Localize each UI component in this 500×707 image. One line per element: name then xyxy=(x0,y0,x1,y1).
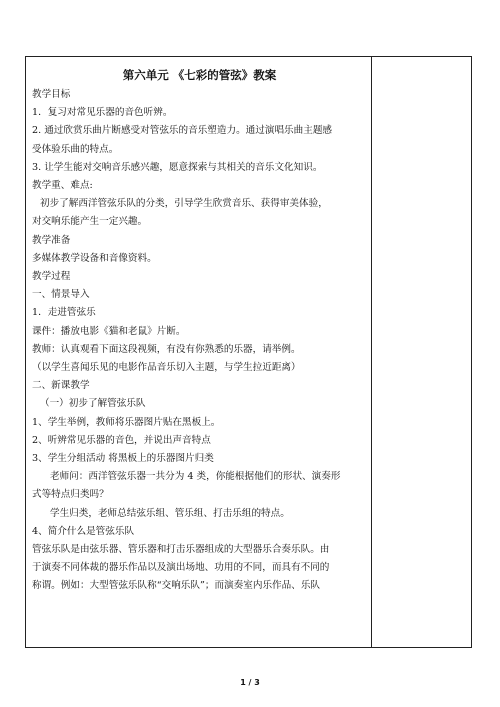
section-heading-key-points: 教学重、难点: xyxy=(32,180,93,192)
step-2-heading: 二、新课教学 xyxy=(32,380,90,392)
activity-3: 3、学生分组活动 将黑板上的乐器图片归类 xyxy=(32,453,214,465)
lesson-plan-table xyxy=(25,56,472,648)
student-grouping: 学生归类，老师总结弦乐组、管乐组、打击乐组的特点。 xyxy=(50,507,290,519)
objective-1: 1．复习对常见乐器的音色听辨。 xyxy=(32,107,173,119)
note-text: （以学生喜闻乐见的电影作品音乐切入主题，与学生拉近距离） xyxy=(32,362,301,374)
orchestra-intro: 管弦乐队是由弦乐器、管乐器和打击乐器组成的大型器乐合奏乐队。由 xyxy=(32,544,330,556)
teacher-question-cont: 式等特点归类吗？ xyxy=(32,489,109,501)
courseware-text: 课件：播放电影《猫和老鼠》片断。 xyxy=(32,325,186,337)
page-number: 1 / 3 xyxy=(240,678,260,687)
orchestra-intro-cont-2: 称谓。例如：大型管弦乐队称“交响乐队”；而演奏室内乐作品、乐队 xyxy=(32,580,321,592)
key-points-text-cont: 对交响乐能产生一定兴趣。 xyxy=(32,216,148,228)
lesson-content xyxy=(32,67,367,596)
objective-3: 3. 让学生能对交响音乐感兴趣，愿意探索与其相关的音乐文化知识。 xyxy=(32,161,323,173)
section-heading-objectives: 教学目标 xyxy=(32,89,71,100)
preparation-text: 多媒体教学设备和音像资料。 xyxy=(32,252,157,264)
activity-4: 4、简介什么是管弦乐队 xyxy=(32,525,135,537)
key-points-text: 初步了解西洋管弦乐队的分类，引导学生欣赏音乐、获得审美体验， xyxy=(40,198,328,210)
document-title: 第六单元 《七彩的管弦》教案 xyxy=(122,68,277,82)
orchestra-intro-cont-1: 于演奏不同体裁的器乐作品以及演出场地、功用的不同，而具有不同的 xyxy=(32,562,330,574)
teacher-question: 老师问：西洋管弦乐器一共分为 4 类，你能根据他们的形状、演奏形 xyxy=(50,471,341,483)
step-1-heading: 一、情景导入 xyxy=(32,289,90,301)
section-heading-process: 教学过程 xyxy=(32,271,71,283)
activity-2: 2、听辨常见乐器的音色，并说出声音特点 xyxy=(32,434,211,446)
section-heading-preparation: 教学准备 xyxy=(32,234,71,246)
step-1-item: 1．走进管弦乐 xyxy=(32,307,96,319)
column-divider xyxy=(371,57,372,647)
teacher-text: 教师：认真观看下面这段视频，有没有你熟悉的乐器，请举例。 xyxy=(32,343,301,355)
objective-2-cont: 受体验乐曲的特点。 xyxy=(32,143,119,155)
objective-2: 2. 通过欣赏乐曲片断感受对管弦乐的音乐塑造力。通过演唱乐曲主题感 xyxy=(32,125,333,137)
sub-heading-1: （一）初步了解管弦乐队 xyxy=(40,398,146,410)
activity-1: 1、学生举例，教师将乐器图片贴在黑板上。 xyxy=(32,416,221,428)
